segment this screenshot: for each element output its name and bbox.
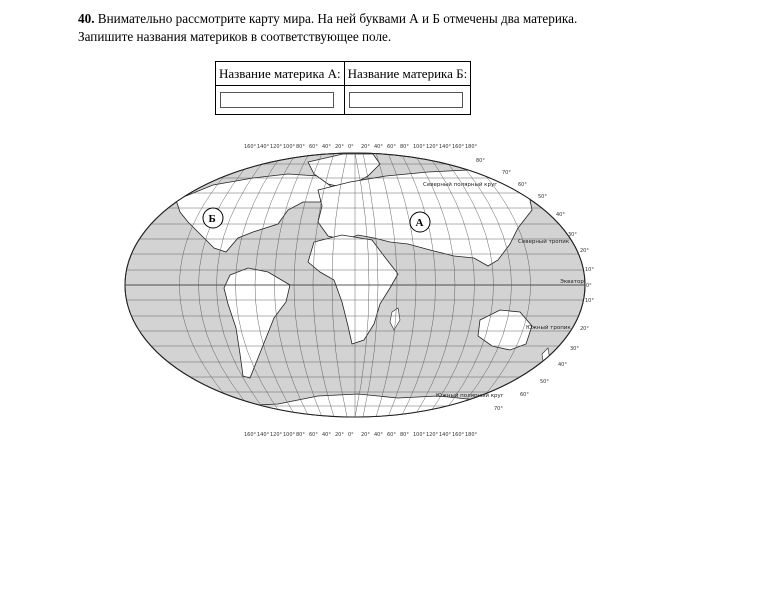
top-lon-label: 60° <box>387 144 396 150</box>
continent-a-input[interactable] <box>220 92 334 108</box>
top-lon-label: 40° <box>374 144 383 150</box>
bottom-lon-label: 120° <box>270 432 283 438</box>
top-lon-label: 160° <box>244 144 257 150</box>
bottom-lon-label: 60° <box>309 432 318 438</box>
top-lon-label: 40° <box>322 144 331 150</box>
marker-b <box>203 208 223 228</box>
header-continent-a: Название материка А: <box>216 62 345 86</box>
top-lon-label: 20° <box>361 144 370 150</box>
top-lon-label: 140° <box>257 144 270 150</box>
top-lon-label: 20° <box>335 144 344 150</box>
lat-label: 0° <box>586 283 592 289</box>
question-line-1 <box>78 10 758 28</box>
bottom-lon-label: 20° <box>335 432 344 438</box>
lat-label: 30° <box>570 346 579 352</box>
question-number: 40. <box>78 11 95 26</box>
bottom-lon-label: 60° <box>387 432 396 438</box>
top-lon-label: 80° <box>400 144 409 150</box>
arctic-circle-label: Северный полярный круг <box>423 182 498 188</box>
bottom-lon-label: 180° <box>465 432 478 438</box>
bottom-lon-label: 0° <box>348 432 354 438</box>
lat-label: 50° <box>540 379 549 385</box>
top-lon-label: 180° <box>465 144 478 150</box>
top-lon-label: 120° <box>426 144 439 150</box>
lat-label: 60° <box>520 392 529 398</box>
marker-a <box>410 212 430 232</box>
bottom-lon-label: 40° <box>374 432 383 438</box>
cell-continent-b <box>344 86 471 115</box>
bottom-lon-label: 140° <box>257 432 270 438</box>
top-lon-label: 140° <box>439 144 452 150</box>
bottom-lon-label: 80° <box>296 432 305 438</box>
bottom-longitude-labels <box>244 432 478 438</box>
bottom-lon-label: 120° <box>426 432 439 438</box>
lat-label: 40° <box>558 362 567 368</box>
top-lon-label: 60° <box>309 144 318 150</box>
bottom-lon-label: 140° <box>439 432 452 438</box>
top-lon-label: 160° <box>452 144 465 150</box>
top-lon-label: 100° <box>283 144 296 150</box>
bottom-lon-label: 100° <box>413 432 426 438</box>
lat-label: 80° <box>476 158 485 164</box>
antarctic-circle-label: Южный полярный круг <box>436 393 504 399</box>
top-longitude-labels <box>244 144 478 150</box>
lat-label: 50° <box>538 194 547 200</box>
bottom-lon-label: 20° <box>361 432 370 438</box>
lat-label: 20° <box>580 248 589 254</box>
lat-label: 70° <box>494 406 503 412</box>
top-lon-label: 0° <box>348 144 354 150</box>
marker-b-letter: Б <box>208 213 216 225</box>
bottom-lon-label: 160° <box>244 432 257 438</box>
world-map <box>118 140 598 445</box>
question-line-2: Запишите названия материков в соответствующее поле. <box>78 29 392 44</box>
marker-a-letter: А <box>415 217 424 229</box>
header-continent-b: Название материка Б: <box>344 62 471 86</box>
bottom-lon-label: 100° <box>283 432 296 438</box>
tropic-north-label: Северный тропик <box>518 239 570 245</box>
tropic-south-label: Южный тропик <box>526 325 571 331</box>
top-lon-label: 80° <box>296 144 305 150</box>
top-lon-label: 120° <box>270 144 283 150</box>
lat-label: 60° <box>518 182 527 188</box>
lat-label: 10° <box>585 267 594 273</box>
bottom-lon-label: 80° <box>400 432 409 438</box>
answer-table <box>215 61 471 115</box>
top-lon-label: 100° <box>413 144 426 150</box>
bottom-lon-label: 160° <box>452 432 465 438</box>
bottom-lon-label: 40° <box>322 432 331 438</box>
question-text <box>78 10 758 46</box>
lat-label: 20° <box>580 326 589 332</box>
cell-continent-a <box>216 86 345 115</box>
question-line-1-text: Внимательно рассмотрите карту мира. На ней буквами А и Б отмечены два материка. <box>97 11 578 26</box>
continent-b-input[interactable] <box>349 92 463 108</box>
lat-label: 30° <box>568 232 577 238</box>
equator-label: Экватор <box>560 279 584 285</box>
lat-label: 70° <box>502 170 511 176</box>
lat-label: 40° <box>556 212 565 218</box>
lat-label: 10° <box>585 298 594 304</box>
